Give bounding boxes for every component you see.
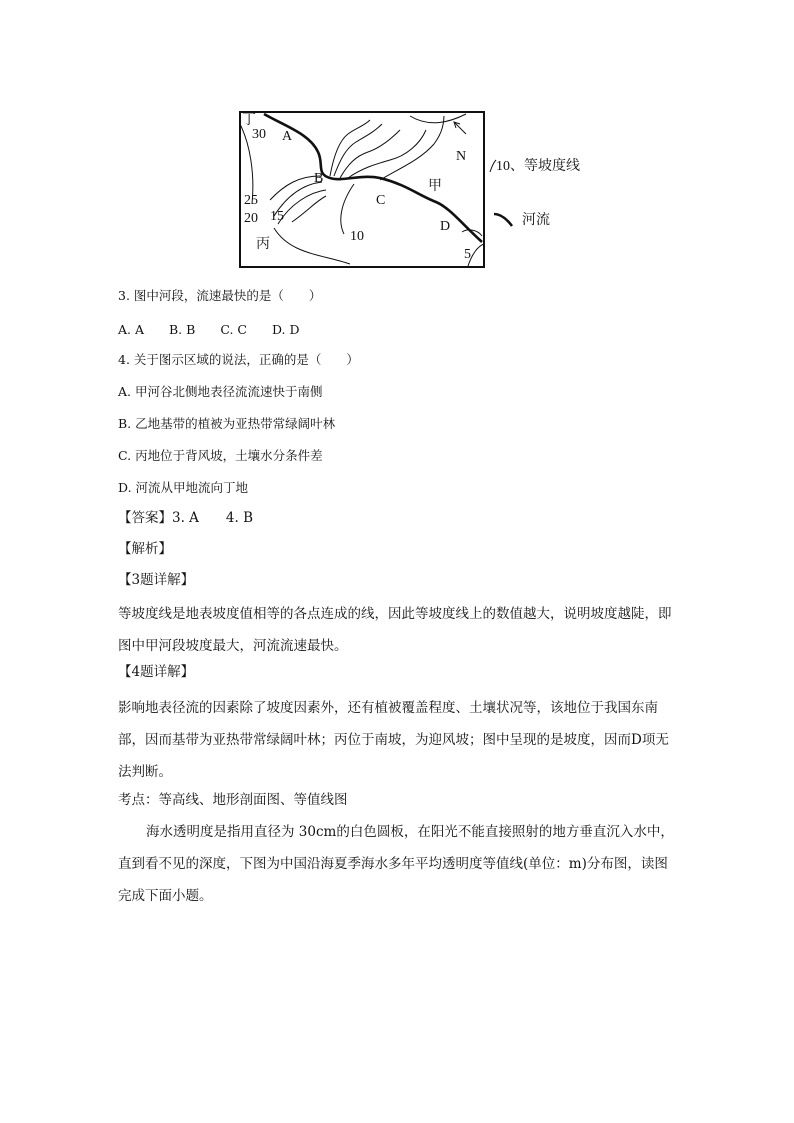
label-20: 20 (244, 211, 258, 226)
contour-line (348, 130, 426, 178)
label-bing: 丙 (256, 237, 270, 252)
label-b: B (314, 171, 324, 186)
kaodian-line: 考点：等高线、地形剖面图、等值线图 (118, 792, 348, 808)
label-a: A (282, 129, 293, 144)
detail4-heading: 【4题详解】 (118, 664, 195, 680)
detail4-text: 影响地表径流的因素除了坡度因素外，还有植被覆盖程度、土壤状况等，该地位于我国东南部，因而基带为亚热带常绿阔叶林；丙位于南坡，为迎风坡；图中呈现的是坡度，因而D项无法判断。 (118, 700, 669, 780)
legend-contour-label: 10、等坡度线 (496, 159, 580, 174)
slope-contour-map (230, 104, 590, 276)
label-ding: 丁 (242, 113, 256, 128)
contour-line (240, 124, 253, 204)
next-question-intro: 海水透明度是指用直径为 30cm的白色圆板，在阳光不能直接照射的地方垂直沉入水中，直到看不见的深度，下图为中国沿海夏季海水多年平均透明度等值线(单位：m)分布图，读图完成下面小题。 (118, 824, 674, 904)
contour-line (270, 176, 320, 200)
label-d: D (440, 219, 451, 234)
label-5: 5 (464, 247, 471, 262)
label-15: 15 (270, 209, 284, 224)
q4-option-b: B. 乙地基带的植被为亚热带常绿阔叶林 (118, 416, 336, 431)
label-jia: 甲 (428, 179, 442, 194)
label-10: 10 (350, 229, 364, 244)
q3-options: A. A B. B C. C D. D (118, 322, 300, 337)
legend-river-label: 河流 (522, 213, 550, 228)
contour-line (274, 228, 350, 264)
contour-line (278, 190, 326, 224)
label-c: C (376, 193, 386, 208)
contour-line (340, 130, 400, 178)
contour-line (292, 196, 326, 222)
q4-option-c: C. 丙地位于背风坡，土壤水分条件差 (118, 448, 323, 463)
contour-line (341, 184, 354, 234)
q4-option-d: D. 河流从甲地流向丁地 (118, 480, 249, 495)
detail3-heading: 【3题详解】 (118, 572, 195, 588)
contour-line (330, 120, 370, 176)
analysis-heading: 【解析】 (118, 541, 172, 557)
answer-line: 【答案】3. A 4. B (118, 510, 254, 526)
label-25: 25 (244, 193, 258, 208)
q3-stem: 3. 图中河段，流速最快的是（ ） (118, 288, 322, 303)
label-n: N (456, 149, 467, 164)
q4-option-a: A. 甲河谷北侧地表径流流速快于南侧 (118, 384, 323, 399)
q4-stem: 4. 关于图示区域的说法，正确的是（ ） (118, 352, 359, 367)
detail3-text: 等坡度线是地表坡度值相等的各点连成的线，因此等坡度线上的数值越大，说明坡度越陡，即图中甲河段坡度最大，河流流速最快。 (118, 606, 672, 654)
contour-line (334, 124, 382, 176)
label-30: 30 (252, 127, 266, 142)
contour-line (410, 114, 466, 123)
river-line-icon (494, 214, 512, 226)
